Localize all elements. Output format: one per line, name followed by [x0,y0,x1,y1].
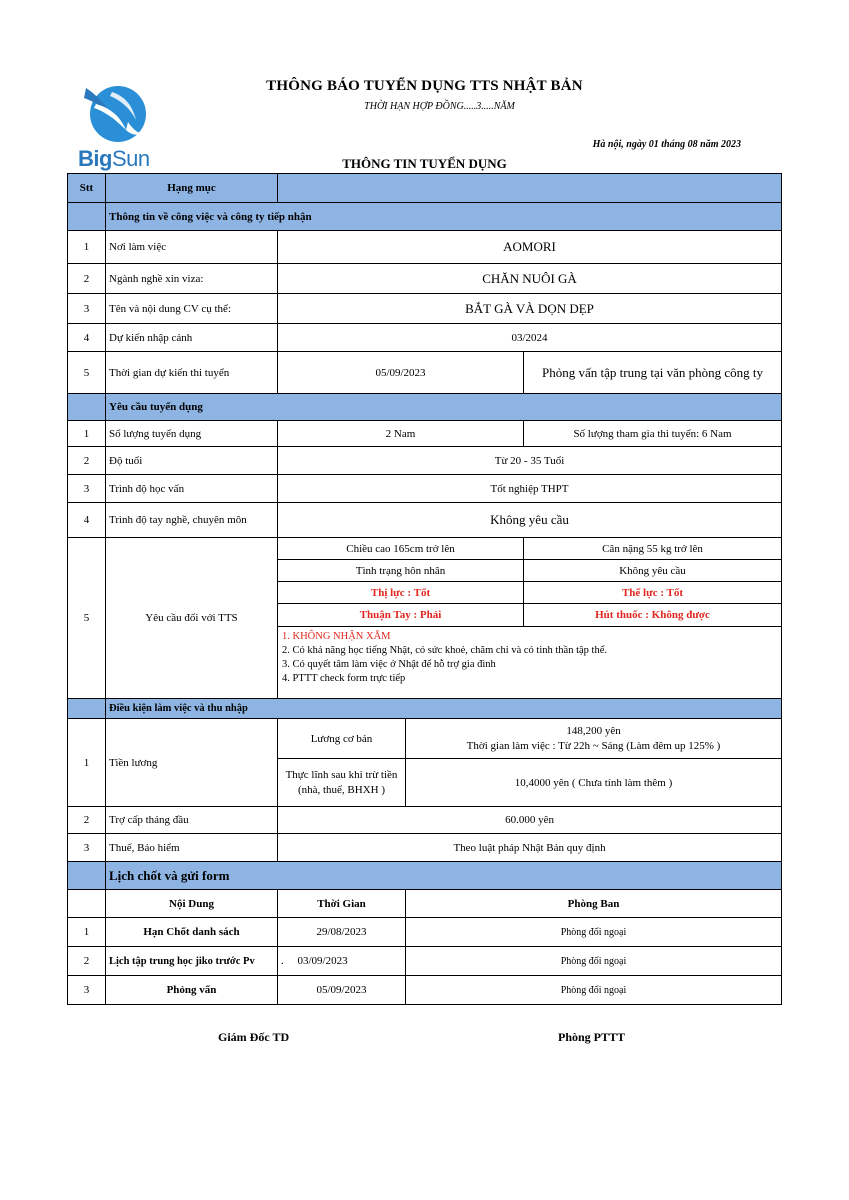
department-signature-label: Phòng PTTT [558,1030,626,1044]
contract-term: THỜI HẠN HỢP ĐỒNG.....3.....NĂM [364,101,515,112]
col-blank [278,174,782,203]
value-quantity: 2 Nam [278,421,524,447]
label-education: Trình độ học vấn [106,475,278,503]
table-row: 4 Dự kiến nhập cảnh 03/2024 [68,324,782,352]
col-item: Hạng mục [106,174,278,203]
schedule-dept: Phòng đối ngoại [406,918,782,947]
value-entry-date: 03/2024 [278,324,782,352]
label-quantity: Số lượng tuyển dụng [106,421,278,447]
schedule-item: Lịch tập trung học jiko trước Pv [106,947,278,976]
value-net-salary: 10,4000 yên ( Chưa tính làm thêm ) [406,759,782,807]
label-trainee-requirements: Yêu cầu đối với TTS [106,538,278,699]
value-handedness: Thuận Tay : Phải [278,604,524,627]
table-header-row [68,174,782,203]
table-row: 1 Tiền lương Lương cơ bản 148,200 yên Thời gian làm việc : Từ 22h ~ Sáng (Làm đêm up 125% ) [68,719,782,759]
recruitment-info-title: THÔNG TIN TUYỂN DỤNG [342,156,507,171]
section-row [68,203,782,231]
col-content: Nội Dung [106,890,278,918]
label-entry-date: Dự kiến nhập cảnh [106,324,278,352]
label-basic-salary: Lương cơ bản [278,719,406,759]
label-marital: Tình trạng hôn nhân [278,560,524,582]
table-row: 4 Trình độ tay nghề, chuyên môn Không yêu cầu [68,503,782,538]
table-row: 5 Yêu cầu đối với TTS Chiều cao 165cm trở lên Cân nặng 55 kg trở lên [68,538,782,560]
value-skill: Không yêu cầu [278,503,782,538]
table-row: 3 Phỏng vấn 05/09/2023 Phòng đối ngoại [68,976,782,1005]
recruitment-table [67,173,782,1005]
list-item: 4. PTTT check form trực tiếp [282,673,406,684]
schedule-item: Hạn Chốt danh sách [106,918,278,947]
director-signature-label: Giám Đốc TD [218,1030,290,1044]
section-working-conditions: Điều kiện làm việc và thu nhập [106,699,782,719]
value-visa-field: CHĂN NUÔI GÀ [278,264,782,294]
col-stt: Stt [68,174,106,203]
label-salary: Tiền lương [106,719,278,807]
section-schedule: Lịch chốt và gửi form [106,862,782,890]
value-smoking: Hút thuốc : Không được [524,604,782,627]
value-fitness: Thể lực : Tốt [524,582,782,604]
label-exam-time: Thời gian dự kiến thi tuyển [106,352,278,394]
value-age: Từ 20 - 35 Tuổi [278,447,782,475]
schedule-item: Phỏng vấn [106,976,278,1005]
section-requirements: Yêu cầu tuyển dụng [106,394,782,421]
list-item: 1. KHÔNG NHẬN XĂM [282,631,391,642]
value-education: Tốt nghiệp THPT [278,475,782,503]
value-exam-quantity: Số lượng tham gia thi tuyển: 6 Nam [524,421,782,447]
value-basic-salary: 148,200 yên Thời gian làm việc : Từ 22h ~ Sáng (Làm đêm up 125% ) [406,719,782,759]
label-job-content: Tên và nội dung CV cụ thể: [106,294,278,324]
value-marital: Không yêu cầu [524,560,782,582]
table-row: 5 Thời gian dự kiến thi tuyển 05/09/2023 Phỏng vấn tập trung tại văn phòng công ty [68,352,782,394]
table-row: 2 Lịch tập trung học jiko trước Pv . 03/09/2023 Phòng đối ngoại [68,947,782,976]
value-exam-date: 05/09/2023 [278,352,524,394]
requirements-list [278,627,782,699]
table-row: 1 Hạn Chốt danh sách 29/08/2023 Phòng đối ngoại [68,918,782,947]
schedule-dept: Phòng đối ngoại [406,947,782,976]
value-allowance: 60.000 yên [278,807,782,834]
schedule-header-row [68,890,782,918]
logo-text: BigSun [78,146,150,171]
table-row: 2 Trợ cấp tháng đầu 60.000 yên [68,807,782,834]
value-job-content: BẮT GÀ VÀ DỌN DẸP [278,294,782,324]
schedule-date: 29/08/2023 [278,918,406,947]
col-department: Phòng Ban [406,890,782,918]
label-tax-insurance: Thuế, Bảo hiểm [106,834,278,862]
label-allowance: Trợ cấp tháng đầu [106,807,278,834]
value-workplace: AOMORI [278,231,782,264]
table-row: 1 Nơi làm việc AOMORI [68,231,782,264]
section-row [68,862,782,890]
table-row: 3 Tên và nội dung CV cụ thể: BẮT GÀ VÀ DỌN DẸP [68,294,782,324]
value-eyesight: Thị lực : Tốt [278,582,524,604]
list-item: 3. Có quyết tâm làm việc ở Nhật để hỗ trợ gia đình [282,659,496,670]
value-exam-location: Phỏng vấn tập trung tại văn phòng công ty [524,352,782,394]
label-visa-field: Ngành nghề xin viza: [106,264,278,294]
section-row [68,394,782,421]
label-workplace: Nơi làm việc [106,231,278,264]
label-net-salary: Thực lĩnh sau khi trừ tiền (nhà, thuế, BHXH ) [278,759,406,807]
label-skill: Trình độ tay nghề, chuyên môn [106,503,278,538]
col-time: Thời Gian [278,890,406,918]
schedule-date: 05/09/2023 [278,976,406,1005]
table-row: 3 Thuế, Bảo hiểm Theo luật pháp Nhật Bản quy định [68,834,782,862]
value-tax-insurance: Theo luật pháp Nhật Bản quy định [278,834,782,862]
document-title: THÔNG BÁO TUYỂN DỤNG TTS NHẬT BẢN [266,78,583,94]
schedule-date: . 03/09/2023 [278,947,406,976]
table-row: 2 Độ tuổi Từ 20 - 35 Tuổi [68,447,782,475]
table-row: 2 Ngành nghề xin viza: CHĂN NUÔI GÀ [68,264,782,294]
value-weight: Cân nặng 55 kg trở lên [524,538,782,560]
table-row: 1 Số lượng tuyển dụng 2 Nam Số lượng tham gia thi tuyển: 6 Nam [68,421,782,447]
table-row: 3 Trình độ học vấn Tốt nghiệp THPT [68,475,782,503]
document-date: Hà nội, ngày 01 tháng 08 năm 2023 [592,139,741,150]
value-height: Chiều cao 165cm trở lên [278,538,524,560]
list-item: 2. Có khả năng học tiếng Nhật, có sức khoẻ, chăm chỉ và có tinh thần tập thể. [282,645,607,656]
schedule-dept: Phòng đối ngoại [406,976,782,1005]
section-row [68,699,782,719]
section-job-info: Thông tin về công việc và công ty tiếp nhận [106,203,782,231]
label-age: Độ tuổi [106,447,278,475]
